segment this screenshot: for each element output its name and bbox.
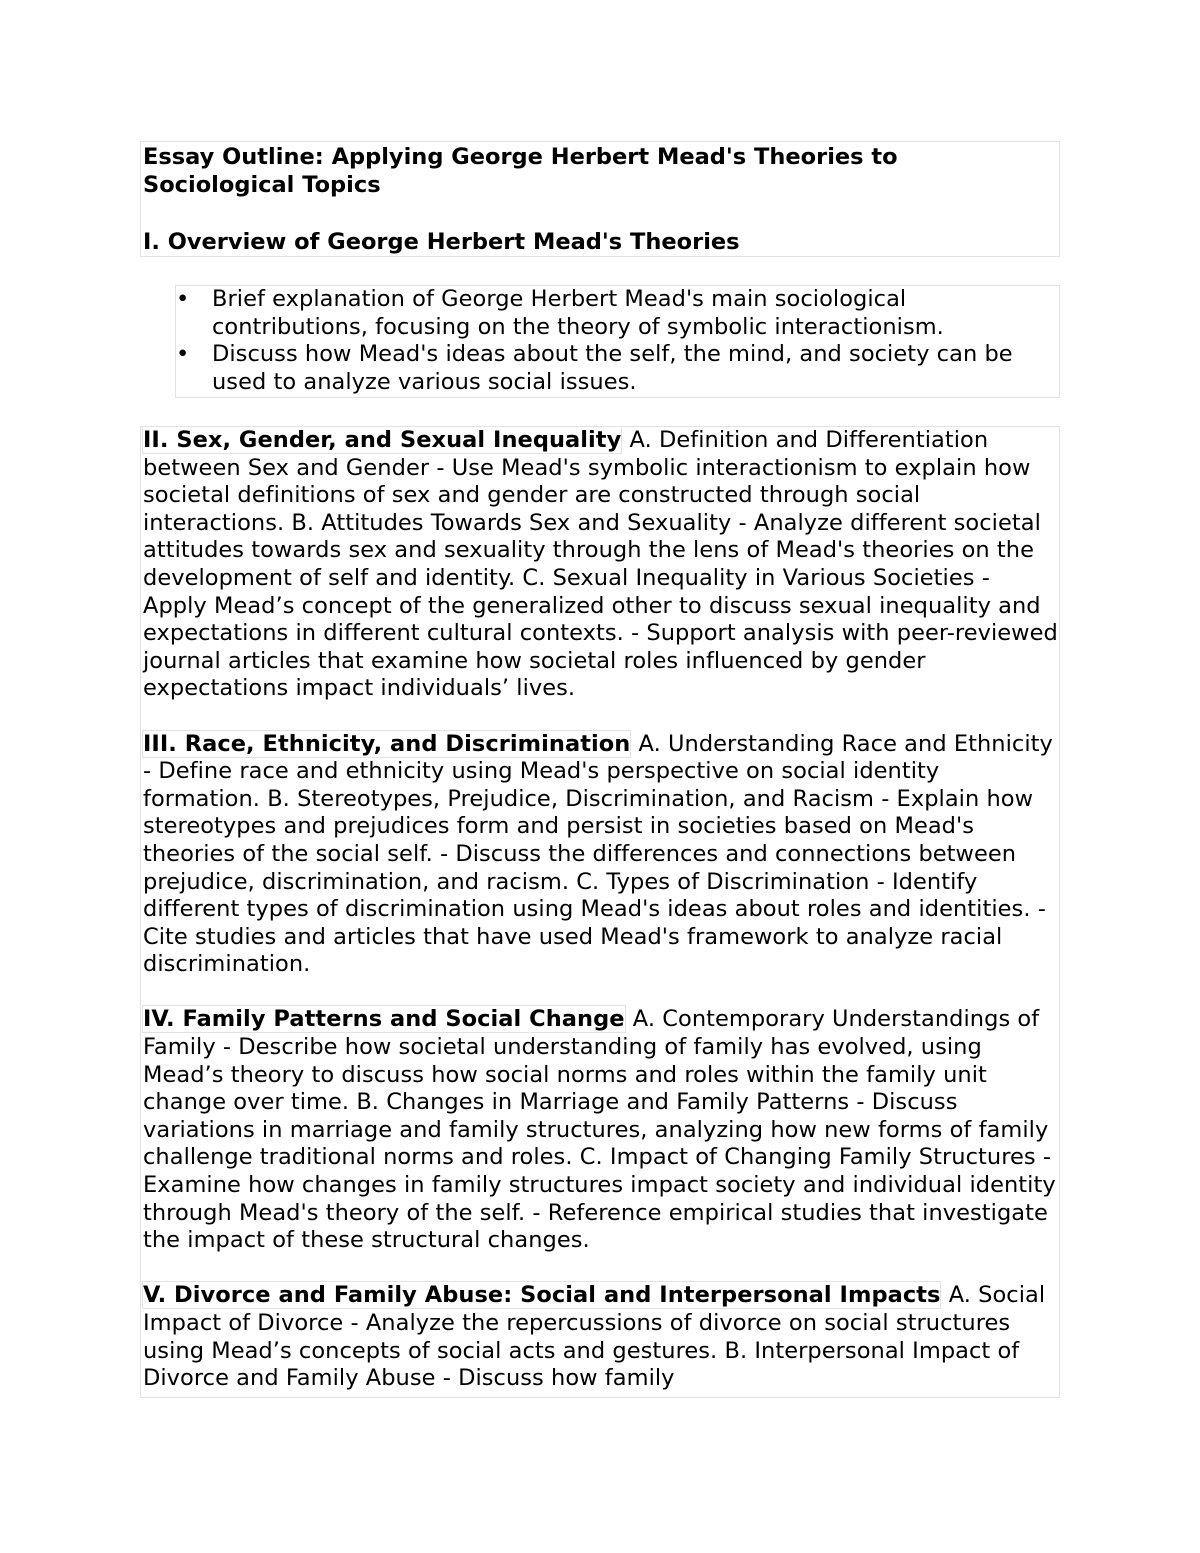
section-body: A. Understanding Race and Ethnicity - Define race and ethnicity using Mead's perspective on social identity formation. B. Stereotypes, Prejudice, Discrimination, and Racism - Explain how stereotypes and prejudices form and persist in societies based on Mead's theories of the social self. - Discuss the differences and connections between prejudice, discrimination, and racism. C. Types of Discrimination - Identify different types of discrimination using Mead's ideas about roles and identities. - Cite studies and articles that have used Mead's framework to analyze racial discrimination. <box>143 730 1053 978</box>
section-heading: II. Sex, Gender, and Sexual Inequality <box>143 427 622 453</box>
section-body: A. Contemporary Understandings of Family - Describe how societal understanding of family has evolved, using Mead’s theory to discuss how social norms and roles within the family unit change over time. B. Changes in Marriage and Family Patterns - Discuss variations in marriage and family structures, analyzing how new forms of family challenge traditional norms and roles. C. Impact of Changing Family Structures - Examine how changes in family structures impact society and individual identity through Mead's theory of the self. - Reference empirical studies that investigate the impact of these structural changes. <box>143 1006 1056 1254</box>
section-body: A. Definition and Differentiation between Sex and Gender - Use Mead's symbolic interactionism to explain how societal definitions of sex and gender are constructed through social interactions. B. Attitudes Towards Sex and Sexuality - Analyze different societal attitudes towards sex and sexuality through the lens of Mead's theories on the development of self and identity. C. Sexual Inequality in Various Societies - Apply Mead’s concept of the generalized other to discuss sexual inequality and expectations in different cultural contexts. - Support analysis with peer-reviewed journal articles that examine how societal roles influenced by gender expectations impact individuals’ lives. <box>143 427 1058 702</box>
section-body: A. Social Impact of Divorce - Analyze the repercussions of divorce on social structures using Mead’s concepts of social acts and gestures. B. Interpersonal Impact of Divorce and Family Abuse - Discuss how family <box>143 1282 1046 1392</box>
document-title: Essay Outline: Applying George Herbert Mead's Theories to Sociological Topics <box>143 144 898 198</box>
outline-sections <box>140 426 1060 1398</box>
title-block <box>140 141 1060 257</box>
section-divorce-abuse <box>141 1282 1059 1392</box>
section-heading: IV. Family Patterns and Social Change <box>143 1006 625 1033</box>
list-item <box>176 341 1059 396</box>
section-heading: III. Race, Ethnicity, and Discrimination <box>143 730 631 757</box>
overview-bullet-list <box>175 285 1060 398</box>
bullet-icon: • <box>176 286 190 312</box>
bullet-icon: • <box>176 341 190 368</box>
section-heading: V. Divorce and Family Abuse: Social and Interpersonal Impacts <box>143 1282 941 1309</box>
section-heading-overview: I. Overview of George Herbert Mead's Theories <box>143 229 740 255</box>
section-race-ethnicity <box>141 731 1059 979</box>
section-family-patterns <box>141 1006 1059 1254</box>
section-sex-gender <box>141 427 1059 703</box>
bullet-text: Discuss how Mead's ideas about the self, the mind, and society can be used to analyze various social issues. <box>212 341 1013 395</box>
bullet-text: Brief explanation of George Herbert Mead's main sociological contributions, focusing on the theory of symbolic interactionism. <box>212 286 944 340</box>
list-item <box>176 286 1059 341</box>
bullet-list <box>176 286 1059 396</box>
